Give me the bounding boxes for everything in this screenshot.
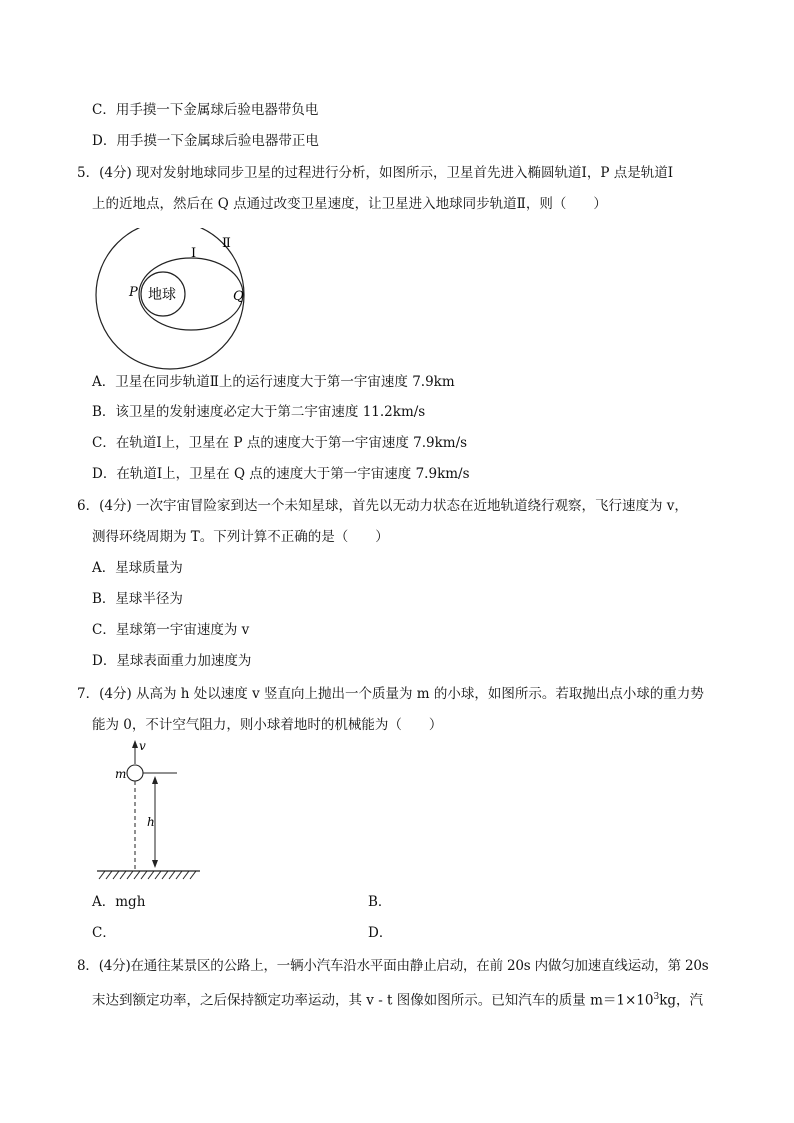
label-II: Ⅱ [222,236,231,251]
q6-option-d: D．星球表面重力加速度为 [92,653,252,669]
q5-stem-line2: 上的近地点，然后在 Q 点通过改变卫星速度，让卫星进入地球同步轨道Ⅱ，则（ ） [92,196,607,212]
q7-option-b: B． [368,894,392,910]
ground-hatching [99,871,196,879]
label-P: P [129,285,138,300]
orbit-diagram [90,228,260,373]
q5-stem-line1: 5．(4分) 现对发射地球同步卫星的过程进行分析，如图所示，卫星首先进入椭圆轨道Ⅰ，P 点是轨道Ⅰ [77,165,674,181]
q7-option-c: C． [92,925,116,941]
q8-line2-part2: kg，汽 [659,992,704,1009]
velocity-arrow-icon [132,740,138,748]
q8-stem-line2 [92,988,703,1010]
label-v: v [139,739,146,753]
q7-stem-line1: 7．(4分) 从高为 h 处以速度 v 竖直向上抛出一个质量为 m 的小球，如图所示。若取抛出点小球的重力势 [77,686,704,702]
q6-option-c: C．星球第一宇宙速度为 v [92,622,250,638]
q6-option-a: A．星球质量为 [92,560,183,576]
earth-label: 地球 [148,287,176,303]
q5-option-d: D．在轨道Ⅰ上，卫星在 Q 点的速度大于第一宇宙速度 7.9km/s [92,466,470,482]
q6-stem-line1: 6．(4分) 一次宇宙冒险家到达一个未知星球，首先以无动力状态在近地轨道绕行观察，飞行速度为 v， [77,498,688,514]
q6-stem-line2: 测得环绕周期为 T。下列计算不正确的是（ ） [92,529,389,545]
label-I: I [191,246,197,261]
q7-option-d: D． [368,925,393,941]
label-h: h [147,815,155,829]
q7-option-a: A．mgh [92,894,146,910]
q6-option-b: B．星球半径为 [92,591,183,607]
q8-exponent: 3 [653,992,660,1002]
q5-option-b: B．该卫星的发射速度必定大于第二宇宙速度 11.2km/s [92,404,426,420]
q5-option-c: C．在轨道Ⅰ上，卫星在 P 点的速度大于第一宇宙速度 7.9km/s [92,435,468,451]
q7-stem-line2: 能为 0，不计空气阻力，则小球着地时的机械能为（ ） [92,717,443,733]
projectile-diagram [92,738,207,883]
label-m: m [115,767,127,781]
q4-option-d: D．用手摸一下金属球后验电器带正电 [92,133,319,149]
q8-stem-line1: 8．(4分)在通往某景区的公路上，一辆小汽车沿水平面由静止启动，在前 20s 内做匀加速直线运动，第 20s [77,958,709,974]
ball [127,765,143,781]
height-arrow-bottom-icon [152,860,158,868]
label-Q: Q [233,289,244,304]
q5-option-a: A．卫星在同步轨道Ⅱ上的运行速度大于第一宇宙速度 7.9km [92,374,455,390]
height-arrow-top-icon [152,776,158,784]
q8-line2-part1: 末达到额定功率，之后保持额定功率运动，其 v - t 图像如图所示。已知汽车的质量 m＝1×10 [92,992,654,1009]
q4-option-c: C．用手摸一下金属球后验电器带负电 [92,102,319,118]
